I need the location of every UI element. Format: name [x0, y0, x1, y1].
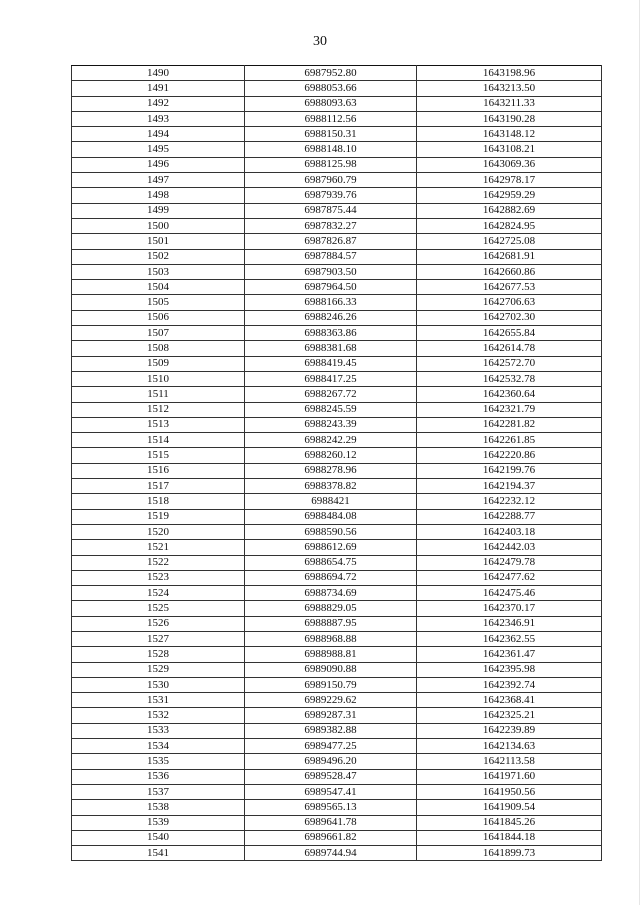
point-number-cell: 1496	[72, 157, 245, 172]
page-number: 30	[313, 34, 327, 49]
x-coordinate-cell: 6988245.59	[245, 402, 417, 417]
table-row	[72, 846, 602, 861]
y-coordinate-cell: 1642325.21	[417, 708, 602, 723]
y-coordinate-cell: 1642725.08	[417, 234, 602, 249]
point-number-cell: 1509	[72, 356, 245, 371]
point-number-cell: 1539	[72, 815, 245, 830]
x-coordinate-cell: 6987884.57	[245, 249, 417, 264]
x-coordinate-cell: 6987960.79	[245, 173, 417, 188]
y-coordinate-cell: 1642321.79	[417, 402, 602, 417]
y-coordinate-cell: 1642706.63	[417, 295, 602, 310]
point-number-cell: 1536	[72, 769, 245, 784]
x-coordinate-cell: 6989496.20	[245, 754, 417, 769]
y-coordinate-cell: 1642442.03	[417, 540, 602, 555]
table-row	[72, 433, 602, 448]
table-row	[72, 111, 602, 126]
table-row	[72, 631, 602, 646]
table-row	[72, 509, 602, 524]
y-coordinate-cell: 1642681.91	[417, 249, 602, 264]
table-row	[72, 66, 602, 81]
point-number-cell: 1506	[72, 310, 245, 325]
y-coordinate-cell: 1643148.12	[417, 127, 602, 142]
table-row	[72, 142, 602, 157]
x-coordinate-cell: 6988053.66	[245, 81, 417, 96]
y-coordinate-cell: 1642824.95	[417, 218, 602, 233]
point-number-cell: 1517	[72, 479, 245, 494]
x-coordinate-cell: 6988829.05	[245, 601, 417, 616]
table-row	[72, 127, 602, 142]
y-coordinate-cell: 1642475.46	[417, 586, 602, 601]
table-row	[72, 280, 602, 295]
table-row	[72, 295, 602, 310]
x-coordinate-cell: 6989229.62	[245, 693, 417, 708]
x-coordinate-cell: 6988484.08	[245, 509, 417, 524]
x-coordinate-cell: 6988694.72	[245, 570, 417, 585]
table-row	[72, 693, 602, 708]
point-number-cell: 1490	[72, 66, 245, 81]
x-coordinate-cell: 6989565.13	[245, 800, 417, 815]
point-number-cell: 1519	[72, 509, 245, 524]
y-coordinate-cell: 1641845.26	[417, 815, 602, 830]
coordinates-table-body	[72, 66, 602, 861]
point-number-cell: 1535	[72, 754, 245, 769]
point-number-cell: 1510	[72, 371, 245, 386]
table-row	[72, 784, 602, 799]
x-coordinate-cell: 6988150.31	[245, 127, 417, 142]
table-row	[72, 310, 602, 325]
x-coordinate-cell: 6988417.25	[245, 371, 417, 386]
y-coordinate-cell: 1642614.78	[417, 341, 602, 356]
table-row	[72, 570, 602, 585]
table-row	[72, 800, 602, 815]
point-number-cell: 1522	[72, 555, 245, 570]
y-coordinate-cell: 1642572.70	[417, 356, 602, 371]
table-row	[72, 677, 602, 692]
point-number-cell: 1512	[72, 402, 245, 417]
table-row	[72, 249, 602, 264]
x-coordinate-cell: 6988267.72	[245, 387, 417, 402]
point-number-cell: 1533	[72, 723, 245, 738]
x-coordinate-cell: 6988421	[245, 494, 417, 509]
point-number-cell: 1532	[72, 708, 245, 723]
x-coordinate-cell: 6989661.82	[245, 830, 417, 845]
y-coordinate-cell: 1642959.29	[417, 188, 602, 203]
x-coordinate-cell: 6988363.86	[245, 326, 417, 341]
point-number-cell: 1529	[72, 662, 245, 677]
y-coordinate-cell: 1642199.76	[417, 463, 602, 478]
x-coordinate-cell: 6988112.56	[245, 111, 417, 126]
x-coordinate-cell: 6989547.41	[245, 784, 417, 799]
x-coordinate-cell: 6988968.88	[245, 631, 417, 646]
x-coordinate-cell: 6988243.39	[245, 417, 417, 432]
y-coordinate-cell: 1643190.28	[417, 111, 602, 126]
table-row	[72, 616, 602, 631]
x-coordinate-cell: 6988378.82	[245, 479, 417, 494]
x-coordinate-cell: 6987964.50	[245, 280, 417, 295]
table-row	[72, 739, 602, 754]
table-row	[72, 647, 602, 662]
table-row	[72, 387, 602, 402]
table-row	[72, 371, 602, 386]
x-coordinate-cell: 6987939.76	[245, 188, 417, 203]
y-coordinate-cell: 1642288.77	[417, 509, 602, 524]
point-number-cell: 1495	[72, 142, 245, 157]
x-coordinate-cell: 6987826.87	[245, 234, 417, 249]
x-coordinate-cell: 6988278.96	[245, 463, 417, 478]
point-number-cell: 1525	[72, 601, 245, 616]
y-coordinate-cell: 1642360.64	[417, 387, 602, 402]
x-coordinate-cell: 6989477.25	[245, 739, 417, 754]
table-row	[72, 96, 602, 111]
x-coordinate-cell: 6988242.29	[245, 433, 417, 448]
x-coordinate-cell: 6988419.45	[245, 356, 417, 371]
point-number-cell: 1494	[72, 127, 245, 142]
x-coordinate-cell: 6987875.44	[245, 203, 417, 218]
table-row	[72, 448, 602, 463]
table-row	[72, 723, 602, 738]
x-coordinate-cell: 6988148.10	[245, 142, 417, 157]
table-row	[72, 540, 602, 555]
point-number-cell: 1540	[72, 830, 245, 845]
y-coordinate-cell: 1642261.85	[417, 433, 602, 448]
point-number-cell: 1514	[72, 433, 245, 448]
point-number-cell: 1518	[72, 494, 245, 509]
table-row	[72, 662, 602, 677]
table-row	[72, 264, 602, 279]
y-coordinate-cell: 1642361.47	[417, 647, 602, 662]
y-coordinate-cell: 1642368.41	[417, 693, 602, 708]
point-number-cell: 1507	[72, 326, 245, 341]
y-coordinate-cell: 1641899.73	[417, 846, 602, 861]
table-row	[72, 81, 602, 96]
point-number-cell: 1503	[72, 264, 245, 279]
table-row	[72, 524, 602, 539]
point-number-cell: 1531	[72, 693, 245, 708]
x-coordinate-cell: 6987903.50	[245, 264, 417, 279]
y-coordinate-cell: 1641909.54	[417, 800, 602, 815]
point-number-cell: 1504	[72, 280, 245, 295]
y-coordinate-cell: 1642403.18	[417, 524, 602, 539]
point-number-cell: 1513	[72, 417, 245, 432]
x-coordinate-cell: 6988246.26	[245, 310, 417, 325]
point-number-cell: 1537	[72, 784, 245, 799]
point-number-cell: 1526	[72, 616, 245, 631]
x-coordinate-cell: 6989150.79	[245, 677, 417, 692]
table-row	[72, 326, 602, 341]
point-number-cell: 1492	[72, 96, 245, 111]
y-coordinate-cell: 1642882.69	[417, 203, 602, 218]
y-coordinate-cell: 1642239.89	[417, 723, 602, 738]
table-row	[72, 203, 602, 218]
point-number-cell: 1501	[72, 234, 245, 249]
table-row	[72, 830, 602, 845]
x-coordinate-cell: 6988381.68	[245, 341, 417, 356]
x-coordinate-cell: 6989744.94	[245, 846, 417, 861]
point-number-cell: 1523	[72, 570, 245, 585]
x-coordinate-cell: 6988734.69	[245, 586, 417, 601]
table-row	[72, 586, 602, 601]
table-row	[72, 494, 602, 509]
y-coordinate-cell: 1642477.62	[417, 570, 602, 585]
table-row	[72, 463, 602, 478]
point-number-cell: 1527	[72, 631, 245, 646]
table-row	[72, 341, 602, 356]
table-row	[72, 754, 602, 769]
y-coordinate-cell: 1642281.82	[417, 417, 602, 432]
y-coordinate-cell: 1643198.96	[417, 66, 602, 81]
table-row	[72, 479, 602, 494]
point-number-cell: 1541	[72, 846, 245, 861]
y-coordinate-cell: 1643069.36	[417, 157, 602, 172]
x-coordinate-cell: 6988612.69	[245, 540, 417, 555]
point-number-cell: 1534	[72, 739, 245, 754]
point-number-cell: 1538	[72, 800, 245, 815]
x-coordinate-cell: 6988887.95	[245, 616, 417, 631]
x-coordinate-cell: 6989090.88	[245, 662, 417, 677]
y-coordinate-cell: 1641971.60	[417, 769, 602, 784]
y-coordinate-cell: 1642194.37	[417, 479, 602, 494]
point-number-cell: 1530	[72, 677, 245, 692]
y-coordinate-cell: 1642677.53	[417, 280, 602, 295]
table-row	[72, 708, 602, 723]
point-number-cell: 1499	[72, 203, 245, 218]
x-coordinate-cell: 6988260.12	[245, 448, 417, 463]
point-number-cell: 1498	[72, 188, 245, 203]
point-number-cell: 1524	[72, 586, 245, 601]
x-coordinate-cell: 6988093.63	[245, 96, 417, 111]
y-coordinate-cell: 1642532.78	[417, 371, 602, 386]
table-row	[72, 417, 602, 432]
y-coordinate-cell: 1643211.33	[417, 96, 602, 111]
table-row	[72, 769, 602, 784]
x-coordinate-cell: 6988590.56	[245, 524, 417, 539]
x-coordinate-cell: 6987832.27	[245, 218, 417, 233]
y-coordinate-cell: 1642392.74	[417, 677, 602, 692]
x-coordinate-cell: 6988654.75	[245, 555, 417, 570]
y-coordinate-cell: 1642232.12	[417, 494, 602, 509]
y-coordinate-cell: 1642655.84	[417, 326, 602, 341]
point-number-cell: 1515	[72, 448, 245, 463]
table-row	[72, 402, 602, 417]
point-number-cell: 1516	[72, 463, 245, 478]
y-coordinate-cell: 1641950.56	[417, 784, 602, 799]
x-coordinate-cell: 6989382.88	[245, 723, 417, 738]
y-coordinate-cell: 1642702.30	[417, 310, 602, 325]
x-coordinate-cell: 6989287.31	[245, 708, 417, 723]
point-number-cell: 1497	[72, 173, 245, 188]
y-coordinate-cell: 1643108.21	[417, 142, 602, 157]
point-number-cell: 1493	[72, 111, 245, 126]
point-number-cell: 1508	[72, 341, 245, 356]
table-row	[72, 173, 602, 188]
point-number-cell: 1491	[72, 81, 245, 96]
table-row	[72, 218, 602, 233]
x-coordinate-cell: 6989641.78	[245, 815, 417, 830]
y-coordinate-cell: 1642370.17	[417, 601, 602, 616]
table-row	[72, 356, 602, 371]
table-row	[72, 157, 602, 172]
coordinates-table	[71, 65, 602, 861]
table-row	[72, 555, 602, 570]
y-coordinate-cell: 1642395.98	[417, 662, 602, 677]
y-coordinate-cell: 1642362.55	[417, 631, 602, 646]
y-coordinate-cell: 1642113.58	[417, 754, 602, 769]
y-coordinate-cell: 1641844.18	[417, 830, 602, 845]
x-coordinate-cell: 6989528.47	[245, 769, 417, 784]
point-number-cell: 1502	[72, 249, 245, 264]
x-coordinate-cell: 6988988.81	[245, 647, 417, 662]
point-number-cell: 1500	[72, 218, 245, 233]
point-number-cell: 1511	[72, 387, 245, 402]
table-row	[72, 815, 602, 830]
x-coordinate-cell: 6988166.33	[245, 295, 417, 310]
table-row	[72, 234, 602, 249]
y-coordinate-cell: 1642134.63	[417, 739, 602, 754]
point-number-cell: 1521	[72, 540, 245, 555]
y-coordinate-cell: 1642978.17	[417, 173, 602, 188]
x-coordinate-cell: 6987952.80	[245, 66, 417, 81]
point-number-cell: 1528	[72, 647, 245, 662]
table-row	[72, 188, 602, 203]
y-coordinate-cell: 1642660.86	[417, 264, 602, 279]
y-coordinate-cell: 1643213.50	[417, 81, 602, 96]
point-number-cell: 1520	[72, 524, 245, 539]
table-row	[72, 601, 602, 616]
point-number-cell: 1505	[72, 295, 245, 310]
y-coordinate-cell: 1642346.91	[417, 616, 602, 631]
y-coordinate-cell: 1642220.86	[417, 448, 602, 463]
x-coordinate-cell: 6988125.98	[245, 157, 417, 172]
y-coordinate-cell: 1642479.78	[417, 555, 602, 570]
